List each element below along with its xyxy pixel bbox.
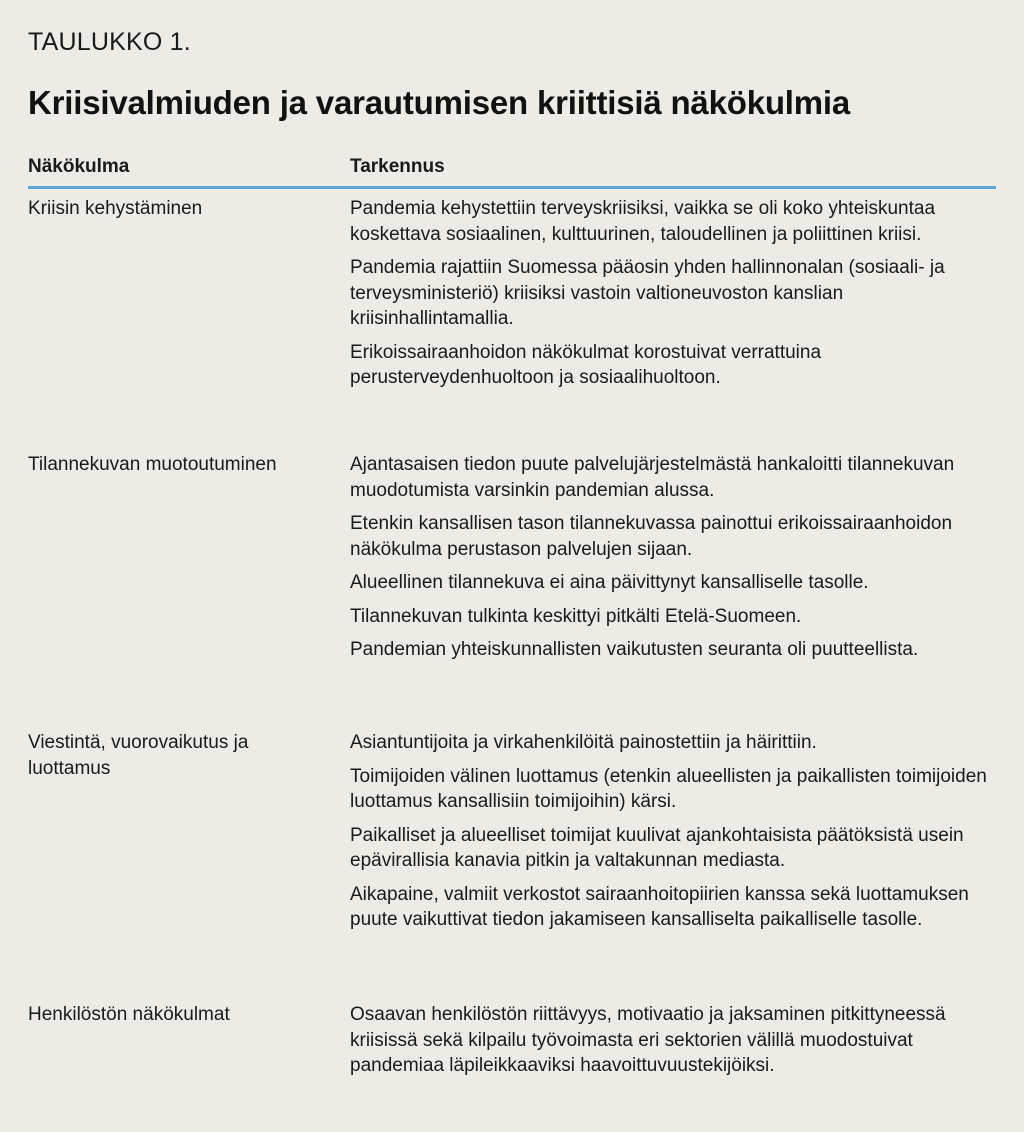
row-details (350, 998, 996, 1108)
detail-item: Tilannekuvan tulkinta keskittyi pitkälti Etelä-Suomeen. (350, 605, 802, 627)
detail-item: Pandemia kehystettiin terveyskriisiksi, vaikka se oli koko yhteiskuntaa koskettava sosiaalinen, kulttuurinen, taloudellinen ja poliittinen kriisi. (350, 198, 936, 245)
detail-item: Asiantuntijoita ja virkahenkilöitä painostettiin ja häirittiin. (350, 732, 817, 753)
table-label: TAULUKKO 1. (28, 28, 191, 56)
detail-item: Pandemian yhteiskunnallisten vaikutusten seuranta oli puutteellista. (350, 639, 919, 660)
detail-item: Pandemia rajattiin Suomessa pääosin yhden hallinnonalan (sosiaali- ja terveysministeriö) kriisiksi vastoin valtioneuvoston kanslian kriisinhallintamallia. (350, 257, 945, 329)
detail-item: Ajantasaisen tiedon puute palvelujärjestelmästä hankaloitti tilannekuvan muodotumista varsinkin pandemian alussa. (350, 454, 955, 501)
table-row (28, 448, 996, 726)
row-aspect: Viestintä, vuorovaikutus ja luottamus (28, 732, 249, 779)
row-aspect: Henkilöstön näkökulmat (28, 1004, 230, 1025)
row-details (350, 726, 996, 998)
detail-item: Alueellinen tilannekuva ei aina päivittynyt kansalliselle tasolle. (350, 572, 869, 593)
detail-item: Paikalliset ja alueelliset toimijat kuulivat ajankohtaisista päätöksistä usein epävirallisia kanavia pitkin ja valtakunnan mediasta. (350, 824, 964, 871)
table-title: Kriisivalmiuden ja varautumisen kriittisiä näkökulmia (28, 84, 851, 121)
detail-item: Etenkin kansallisen tason tilannekuvassa painottui erikoissairaanhoidon näkökulma perustason palvelujen sijaan. (350, 513, 953, 560)
detail-item: Aikapaine, valmiit verkostot sairaanhoitopiirien kanssa sekä luottamuksen puute vaikuttivat tiedon jakamiseen kansalliselta paikalliselle tasolle. (350, 883, 969, 930)
column-header-details: Tarkennus (350, 156, 445, 177)
table-row (28, 998, 996, 1108)
detail-item: Erikoissairaanhoidon näkökulmat korostuivat verrattuina perusterveydenhuoltoon ja sosiaalihuoltoon. (350, 341, 822, 388)
row-aspect: Tilannekuvan muotoutuminen (28, 454, 277, 475)
row-aspect: Kriisin kehystäminen (28, 198, 203, 219)
row-details (350, 192, 996, 448)
detail-item: Osaavan henkilöstön riittävyys, motivaatio ja jaksaminen pitkittyneessä kriisissä sekä kilpailu työvoimasta eri sektorien välillä muodostuivat pandemiaa läpileikkaaviksi haavoittuvuustekijöiksi. (350, 1004, 946, 1076)
detail-item: Toimijoiden välinen luottamus (etenkin alueellisten ja paikallisten toimijoiden luottamus kansallisiin toimijoihin) kärsi. (350, 765, 987, 812)
table-row (28, 726, 996, 998)
row-details (350, 448, 996, 726)
table-body (28, 192, 996, 1108)
table-row (28, 192, 996, 448)
table-header (28, 154, 996, 189)
column-header-perspective: Näkökulma (28, 156, 130, 177)
